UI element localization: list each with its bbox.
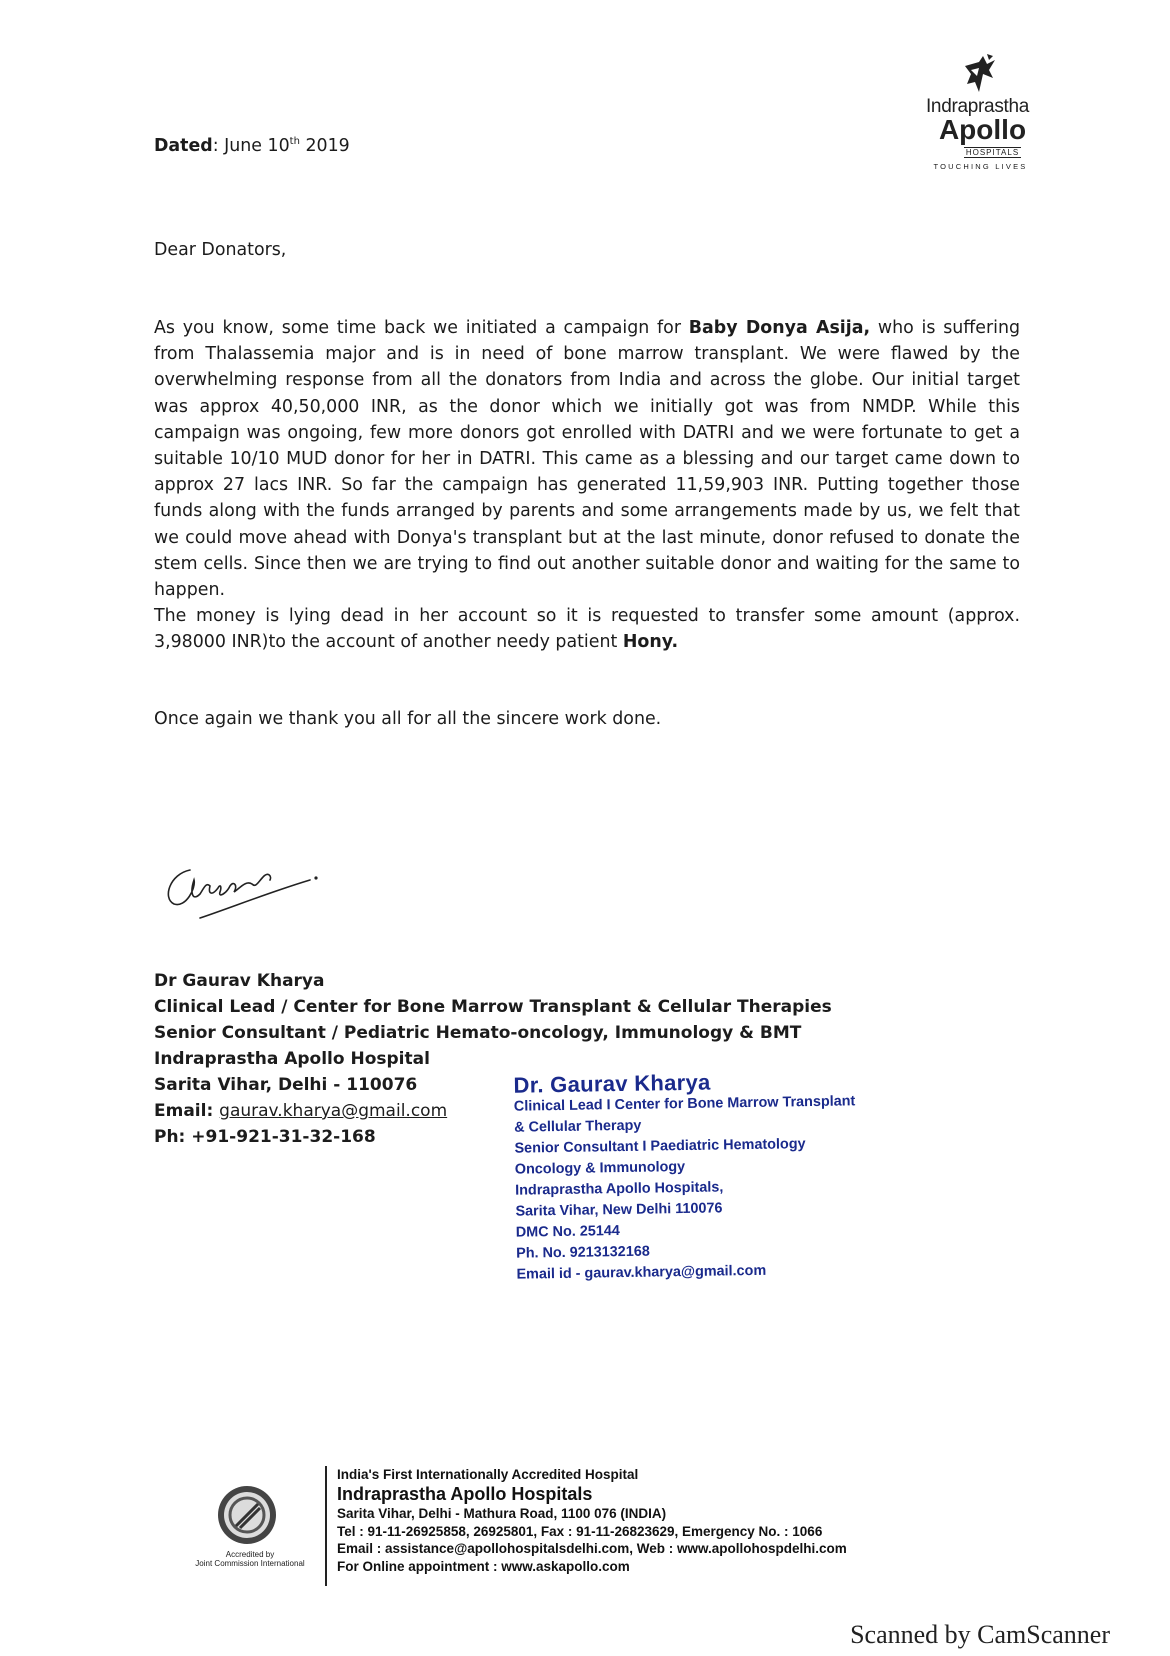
signatory-phone: Ph: +91-921-31-32-168 [154, 1127, 376, 1147]
footer-divider [325, 1466, 327, 1586]
stamp-name: Dr. Gaurav Kharya [513, 1069, 711, 1098]
dated-prefix: : June 10 [212, 136, 290, 156]
doctor-stamp [513, 1069, 858, 1285]
stamp-line: Senior Consultant I Paediatric Hematology [514, 1136, 806, 1157]
footer-line-3: Sarita Vihar, Delhi - Mathura Road, 1100 076 (INDIA) [337, 1506, 667, 1522]
letter-date [154, 136, 350, 156]
signatory-role-2: Senior Consultant / Pediatric Hemato-oncology, Immunology & BMT [154, 1023, 802, 1043]
accredited-by: Accredited by [225, 1550, 275, 1559]
logo-tagline: TOUCHING LIVES [933, 162, 1028, 171]
stamp-line: Ph. No. 9213132168 [516, 1243, 650, 1262]
stamp-line: Indraprastha Apollo Hospitals, [515, 1179, 724, 1199]
handwritten-signature [160, 858, 330, 938]
signatory-role-1: Clinical Lead / Center for Bone Marrow Transplant & Cellular Therapies [154, 997, 832, 1017]
patient-name: Baby Donya Asija, [688, 318, 871, 338]
stamp-line: Sarita Vihar, New Delhi 110076 [515, 1200, 723, 1220]
apollo-horse-icon [957, 52, 1001, 96]
dated-label: Dated [154, 136, 213, 156]
footer-address [337, 1466, 847, 1575]
stamp-line: Clinical Lead I Center for Bone Marrow Transplant [513, 1093, 856, 1115]
dated-sup: th [289, 136, 300, 148]
stamp-line: & Cellular Therapy [514, 1117, 642, 1136]
footer-line-5: Email : assistance@apollohospitalsdelhi.com, Web : www.apollohospdelhi.com [337, 1541, 847, 1557]
apollo-logo [905, 52, 1050, 172]
paragraph-thanks: Once again we thank you all for all the sincere work done. [154, 709, 662, 729]
footer-line-6: For Online appointment : www.askapollo.com [337, 1558, 630, 1574]
footer-line-4: Tel : 91-11-26925858, 26925801, Fax : 91-11-26823629, Emergency No. : 1066 [337, 1523, 823, 1539]
salutation: Dear Donators, [154, 240, 287, 260]
paragraph-transfer [154, 603, 1020, 655]
logo-apollo: Apollo [938, 114, 1027, 145]
email-label: Email: [154, 1101, 220, 1121]
jci-seal-icon [216, 1484, 278, 1546]
footer-line-1: India's First Internationally Accredited Hospital [337, 1467, 639, 1482]
camscanner-watermark: Scanned by CamScanner [850, 1620, 1110, 1649]
stamp-line: Oncology & Immunology [514, 1159, 686, 1178]
accreditation-text [180, 1550, 320, 1568]
p2-text-a: The money is lying dead in her account so it is requested to transfer some amount (approx. 3,98000 INR)to the account of another needy patient [154, 606, 1020, 653]
signatory-hospital: Indraprastha Apollo Hospital [154, 1049, 430, 1069]
stamp-line: DMC No. 25144 [515, 1223, 620, 1241]
needy-patient-name: Hony. [622, 632, 679, 653]
dated-year: 2019 [299, 136, 350, 156]
signatory-address: Sarita Vihar, Delhi - 110076 [154, 1075, 418, 1095]
p1-text-a: As you know, some time back we initiated a campaign for [154, 318, 689, 338]
paragraph-campaign [154, 315, 1020, 603]
footer-hospital-name: Indraprastha Apollo Hospitals [337, 1484, 593, 1505]
logo-indraprastha: Indraprastha [925, 96, 1030, 117]
stamp-line: Email id - gaurav.kharya@gmail.com [516, 1262, 767, 1283]
logo-hospitals: HOSPITALS [965, 148, 1020, 157]
jci-name: Joint Commission International [195, 1559, 305, 1568]
signatory-name: Dr Gaurav Kharya [154, 971, 325, 991]
p1-text-b: who is suffering from Thalassemia major and is in need of bone marrow transplant. We were flawed by the overwhelming response from all the donators from India and across the globe. Our initial target was approx 40,50,000 INR, as the donor which we initially got was from NMDP. While this campaign was ongoing, few more donors got enrolled with DATRI and we were fortunate to get a suitable 10/10 MUD donor for her in DATRI. This came as a blessing and our target came down to approx 27 lacs INR. So far the campaign has generated 11,59,903 INR. Putting together those funds along with the funds arranged by parents and some arrangements made by us, we felt that we could move ahead with Donya's transplant but at the last minute, donor refused to donate the stem cells. Since then we are trying to find out another suitable donor and waiting for the same to happen. [154, 318, 1021, 601]
email-link[interactable]: gaurav.kharya@gmail.com [219, 1101, 448, 1121]
